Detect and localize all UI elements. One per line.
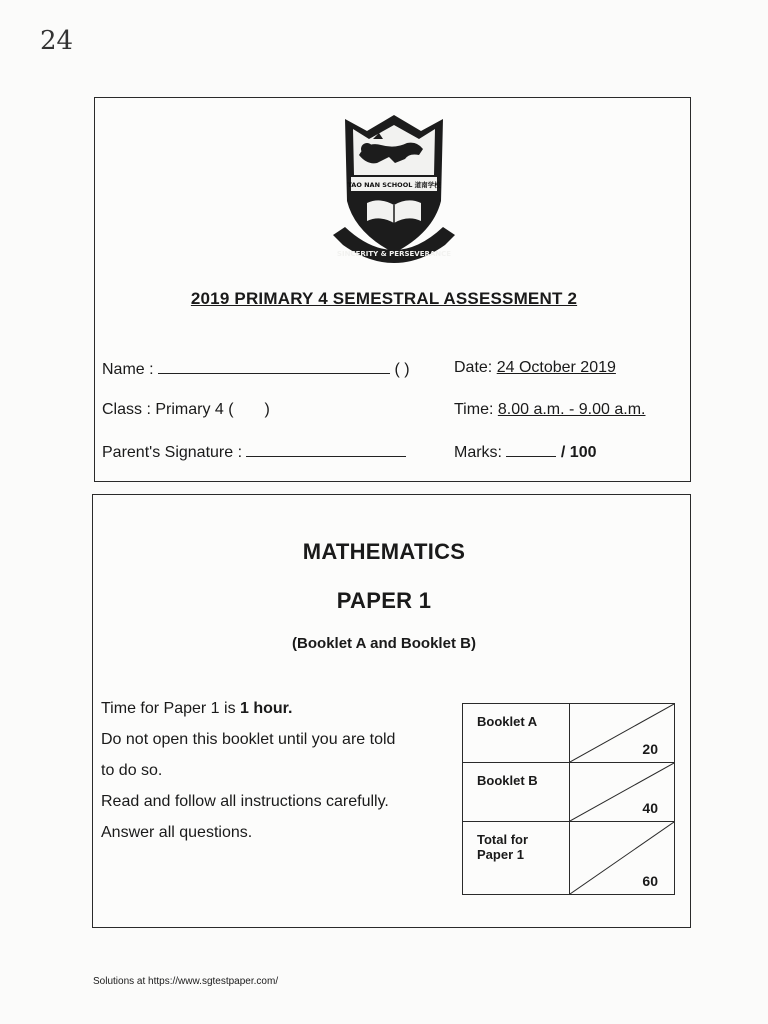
name-field[interactable]	[102, 359, 410, 379]
instructions	[101, 693, 451, 848]
date-label: Date:	[454, 359, 493, 376]
marks-field	[454, 442, 597, 462]
score-cell[interactable]	[570, 704, 675, 763]
parent-signature-field[interactable]	[102, 442, 406, 462]
marks-table	[462, 703, 675, 895]
booklets-subtitle: (Booklet A and Booklet B)	[292, 635, 476, 652]
instruction-time: Time for Paper 1 is 1 hour.	[101, 700, 293, 717]
instruction-line: to do so.	[101, 762, 163, 779]
date-field	[454, 359, 616, 377]
name-blank[interactable]	[158, 359, 390, 374]
name-label: Name :	[102, 361, 154, 378]
marks-row-total	[463, 822, 675, 895]
time-value: 8.00 a.m. - 9.00 a.m.	[497, 401, 646, 418]
signature-label: Parent's Signature :	[102, 444, 243, 461]
marks-blank[interactable]	[506, 442, 556, 457]
instruction-line: Answer all questions.	[101, 824, 253, 841]
school-crest-logo	[333, 105, 455, 270]
marks-row-booklet-b	[463, 763, 675, 822]
time-label: Time:	[454, 401, 494, 418]
time-field	[454, 401, 645, 419]
marks-row-booklet-a	[463, 704, 675, 763]
marks-row-label: Booklet B	[463, 763, 570, 822]
class-field[interactable]	[102, 401, 270, 419]
marks-row-label: Booklet A	[463, 704, 570, 763]
paper-title: PAPER 1	[336, 588, 432, 613]
marks-total: / 100	[560, 444, 597, 461]
marks-row-label: Total for Paper 1	[463, 822, 570, 895]
class-label: Class : Primary 4 (	[102, 401, 234, 418]
instruction-line: Do not open this booklet until you are told	[101, 731, 396, 748]
max-score: 20	[642, 741, 658, 757]
crest-school-name: TAO NAN SCHOOL 道南学校	[347, 181, 441, 189]
date-value: 24 October 2019	[496, 359, 616, 376]
signature-blank[interactable]	[246, 442, 406, 457]
instruction-line: Read and follow all instructions carefully.	[101, 793, 389, 810]
handwritten-page-number: 24	[40, 26, 74, 56]
marks-label: Marks:	[454, 444, 502, 461]
crest-motto: SINCERITY & PERSEVERANCE	[336, 250, 452, 258]
max-score: 40	[642, 800, 658, 816]
subject-title: MATHEMATICS	[302, 539, 466, 564]
footer-source: Solutions at https://www.sgtestpaper.com/	[93, 976, 279, 987]
assessment-title: 2019 PRIMARY 4 SEMESTRAL ASSESSMENT 2	[190, 289, 578, 308]
max-score: 60	[642, 873, 658, 889]
register-number-paren: ( )	[394, 361, 410, 378]
class-close: )	[264, 401, 270, 418]
score-cell[interactable]	[570, 822, 675, 895]
score-cell[interactable]	[570, 763, 675, 822]
